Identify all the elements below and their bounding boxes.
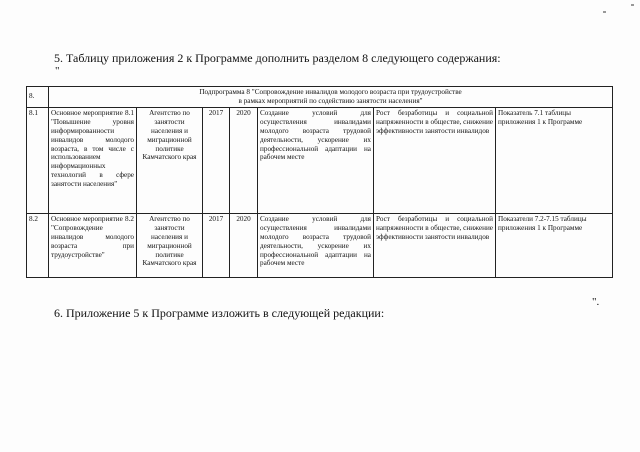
scan-speck xyxy=(631,4,634,6)
table-row xyxy=(27,213,613,277)
measure-cell: Основное мероприятие 8.2 "Сопровождение инвалидов молодого возраста при трудоустройстве" xyxy=(49,213,137,277)
table-row xyxy=(27,107,613,213)
closing-quote: ". xyxy=(592,296,600,308)
year-end-cell: 2020 xyxy=(230,213,258,277)
opening-quote: " xyxy=(55,65,60,77)
scan-speck xyxy=(603,11,606,13)
year-end-cell: 2020 xyxy=(230,107,258,213)
program-table-section-8 xyxy=(26,86,613,278)
section-title-line-2: в рамках мероприятий по содействию занятости населения" xyxy=(238,96,423,105)
row-number: 8.2 xyxy=(27,213,49,277)
row-number: 8.1 xyxy=(27,107,49,213)
indicators-cell: Показатели 7.2-7.15 таблицы приложения 1 к Программе xyxy=(496,213,613,277)
consequences-cell: Рост безработицы и социальной напряженности в обществе, снижение эффективности занятости инвалидов xyxy=(374,107,496,213)
result-cell: Создание условий для осуществления инвалидами молодого возраста трудовой деятельности, ускорение их профессиональной адаптации на рабочем месте xyxy=(258,213,374,277)
section-title-line-1: Подпрограмма 8 "Сопровождение инвалидов молодого возраста при трудоустройстве xyxy=(199,88,462,96)
paragraph-6: 6. Приложение 5 к Программе изложить в следующей редакции: xyxy=(54,306,385,320)
section-header-row xyxy=(27,87,613,108)
consequences-cell: Рост безработицы и социальной напряженности в обществе, снижение эффективности занятости инвалидов xyxy=(374,213,496,277)
year-start-cell: 2017 xyxy=(203,213,230,277)
section-number: 8. xyxy=(27,87,49,108)
executor-cell: Агентство по занятости населения и миграционной политике Камчатского края xyxy=(137,107,203,213)
paragraph-5: 5. Таблицу приложения 2 к Программе дополнить разделом 8 следующего содержания: xyxy=(54,51,501,65)
year-start-cell: 2017 xyxy=(203,107,230,213)
result-cell: Создание условий для осуществления инвалидами молодого возраста трудовой деятельности, ускорение их профессиональной адаптации на рабочем месте xyxy=(258,107,374,213)
executor-cell: Агентство по занятости населения и миграционной политике Камчатского края xyxy=(137,213,203,277)
section-title xyxy=(49,87,613,108)
indicators-cell: Показатель 7.1 таблицы приложения 1 к Программе xyxy=(496,107,613,213)
measure-cell: Основное мероприятие 8.1 "Повышение уровня информированности инвалидов молодого возраста, в том числе с использованием информационных технологий в сфере занятости населения" xyxy=(49,107,137,213)
